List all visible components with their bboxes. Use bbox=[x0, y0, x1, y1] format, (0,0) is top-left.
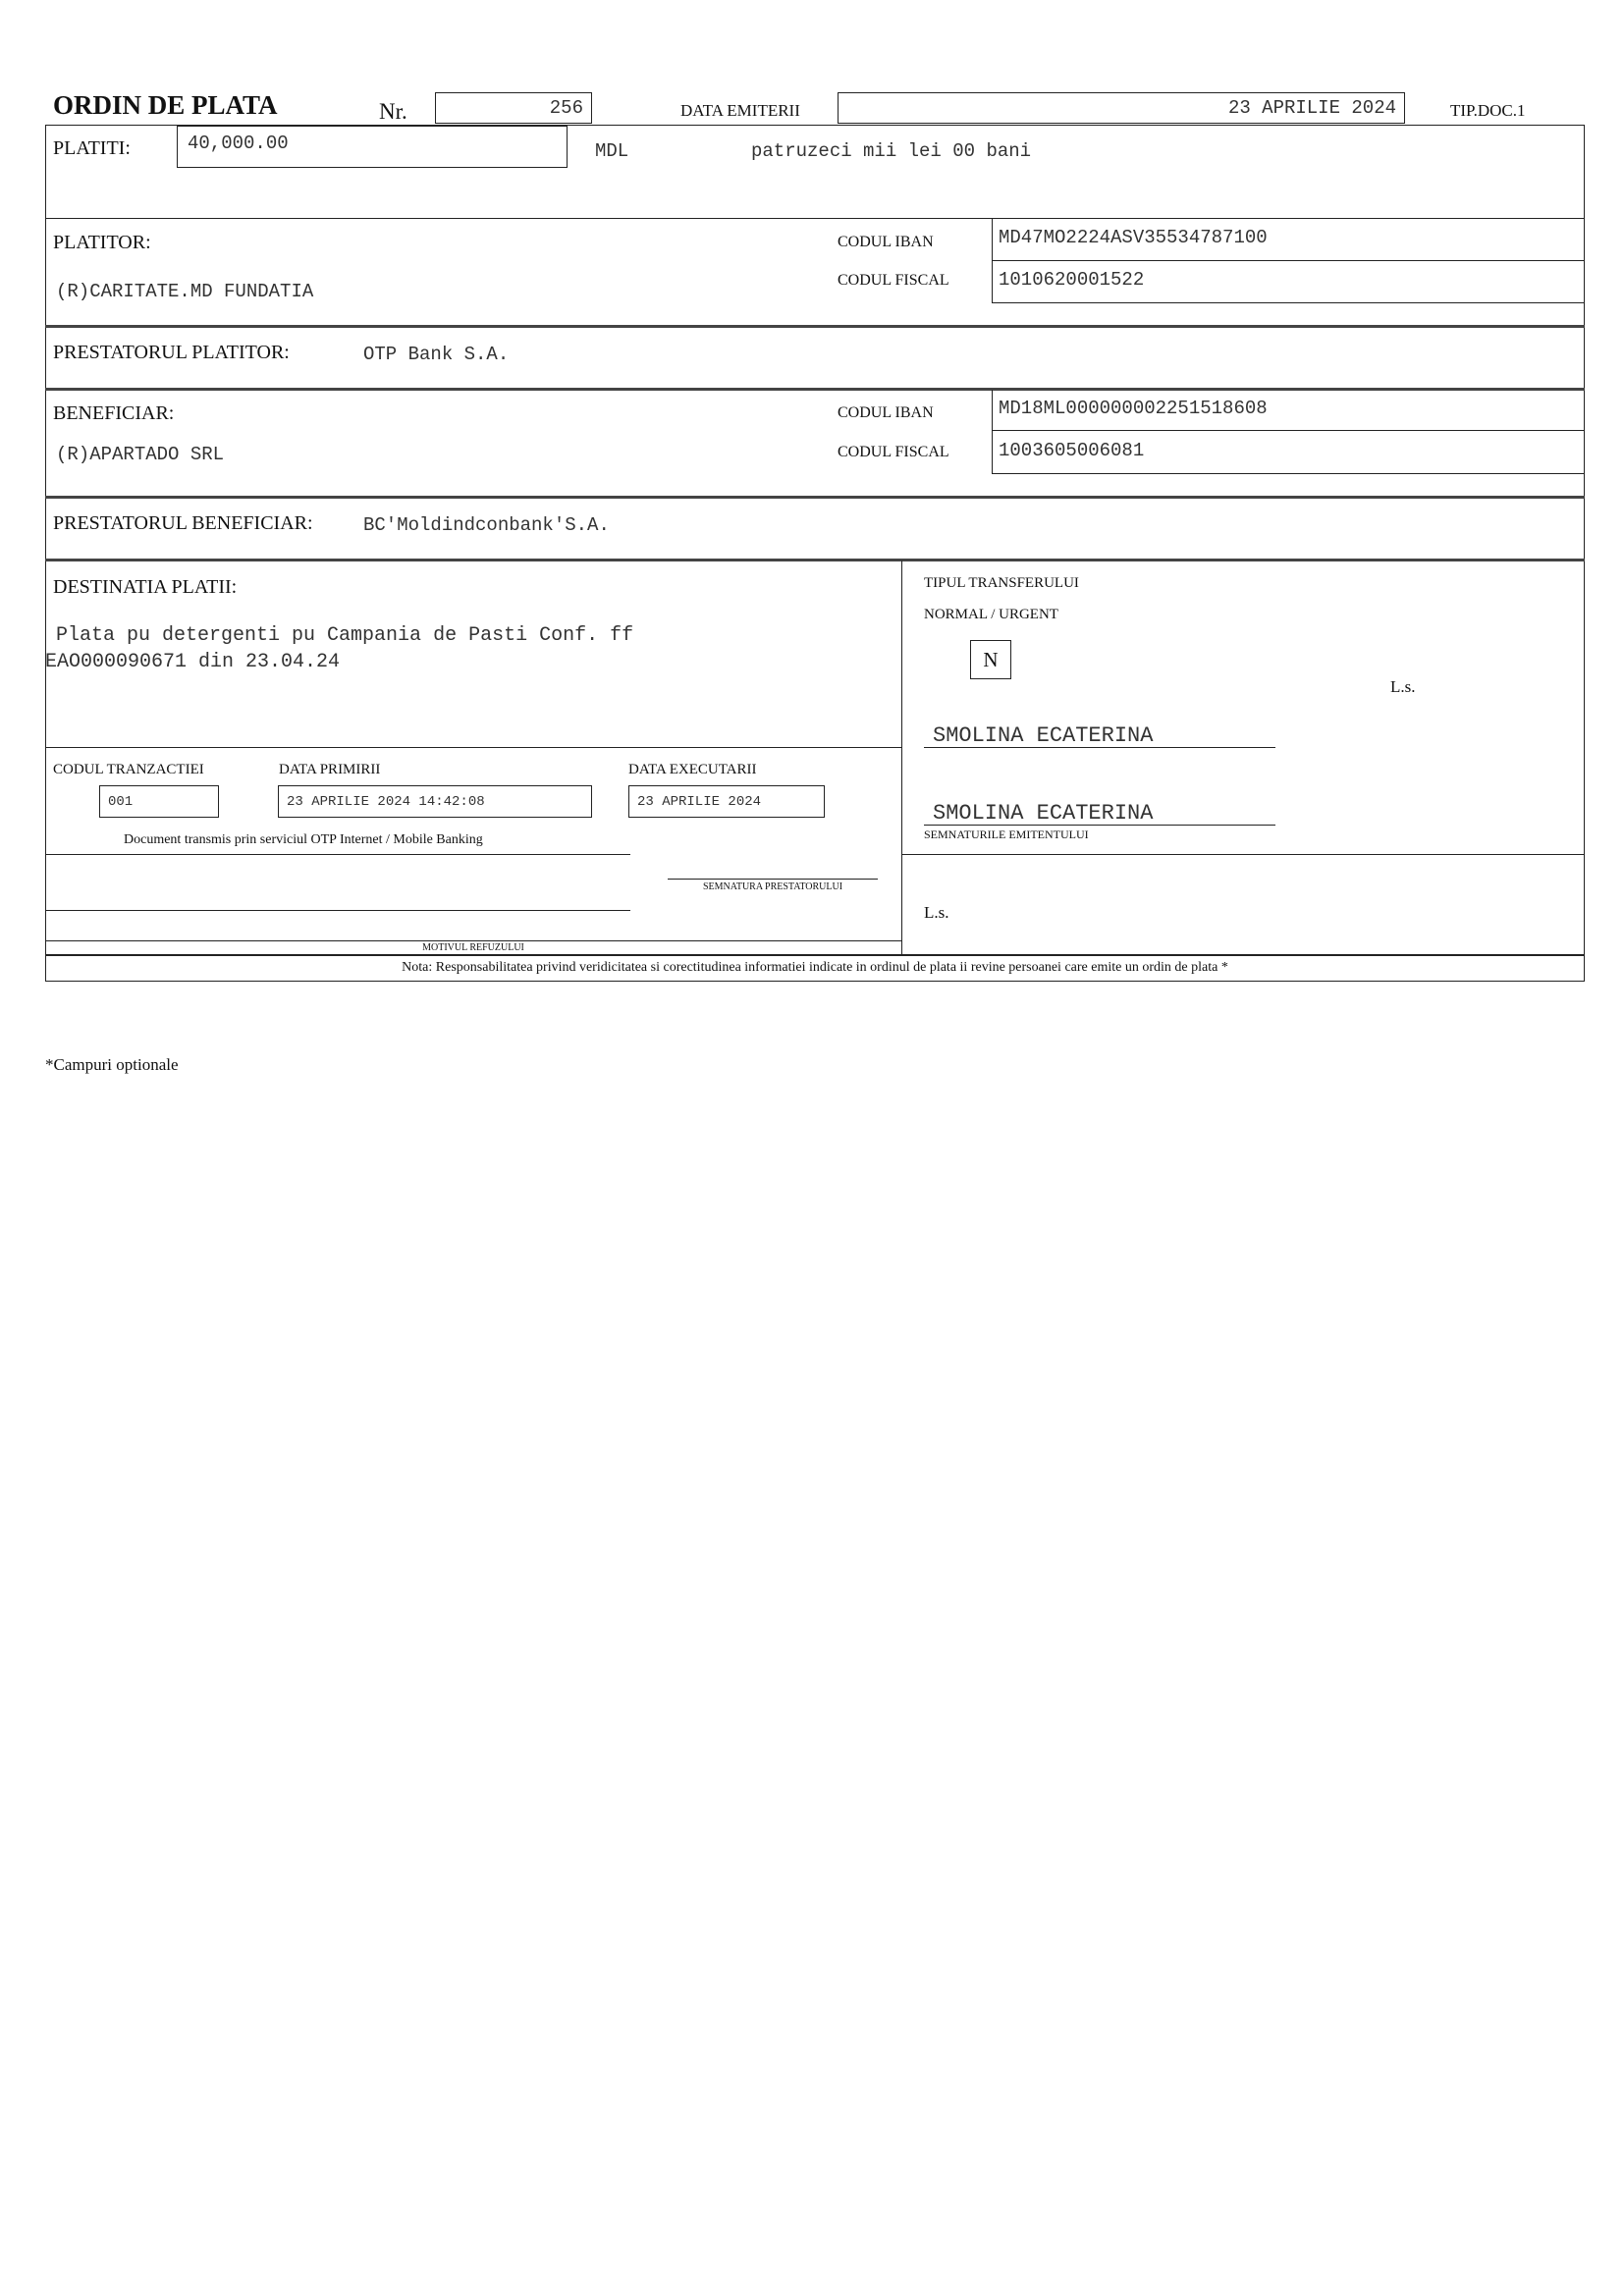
beneficiary-fiscal-value: 1003605006081 bbox=[999, 440, 1145, 461]
signer-2: SMOLINA ECATERINA bbox=[933, 801, 1154, 826]
executed-date-value: 23 APRILIE 2024 bbox=[637, 794, 762, 810]
executed-date-label: DATA EXECUTARII bbox=[628, 762, 757, 777]
nr-field bbox=[435, 92, 592, 124]
doc-type-label: TIP.DOC.1 bbox=[1450, 101, 1526, 120]
destination-vertical-divider bbox=[901, 561, 902, 955]
payer-code-mid bbox=[992, 260, 1585, 261]
transfer-type-value: N bbox=[983, 648, 999, 671]
beneficiary-iban-label: CODUL IBAN bbox=[838, 404, 934, 421]
beneficiary-label: BENEFICIAR: bbox=[53, 402, 175, 424]
divider-right-lower bbox=[901, 854, 1585, 855]
transfer-options-label: NORMAL / URGENT bbox=[924, 607, 1058, 622]
provider-signature-line bbox=[668, 879, 878, 880]
nr-value: 256 bbox=[549, 97, 583, 119]
divider-refusal-label bbox=[45, 940, 901, 941]
payer-label: PLATITOR: bbox=[53, 232, 151, 253]
received-date-field bbox=[278, 785, 592, 818]
beneficiary-code-divider bbox=[992, 390, 993, 473]
transfer-type-box bbox=[970, 640, 1011, 679]
divider-payer-bank-top bbox=[45, 325, 1585, 328]
transaction-code-label: CODUL TRANZACTIEI bbox=[53, 762, 204, 777]
divider-payer-top bbox=[45, 218, 1585, 219]
transmitted-note: Document transmis prin serviciul OTP Internet / Mobile Banking bbox=[124, 832, 483, 847]
payment-label: PLATITI: bbox=[53, 137, 131, 159]
payer-code-bottom bbox=[992, 302, 1585, 303]
beneficiary-iban-value: MD18ML000000002251518608 bbox=[999, 398, 1268, 419]
nota-box bbox=[45, 955, 1585, 982]
destination-line-2: EAO000090671 din 23.04.24 bbox=[45, 651, 341, 673]
issue-date-field bbox=[838, 92, 1405, 124]
divider-beneficiary-bank-top bbox=[45, 496, 1585, 499]
divider-transaction-top bbox=[45, 747, 901, 748]
beneficiary-fiscal-label: CODUL FISCAL bbox=[838, 444, 949, 460]
issue-date-value: 23 APRILIE 2024 bbox=[1227, 97, 1396, 119]
payer-fiscal-label: CODUL FISCAL bbox=[838, 272, 949, 289]
received-date-label: DATA PRIMIRII bbox=[279, 762, 381, 777]
payer-bank-label: PRESTATORUL PLATITOR: bbox=[53, 342, 290, 363]
signature-line-1 bbox=[924, 747, 1275, 748]
provider-signature-label: SEMNATURA PRESTATORULUI bbox=[702, 881, 843, 892]
executed-date-field bbox=[628, 785, 825, 818]
nota-text: Nota: Responsabilitatea privind veridicitatea si corectitudinea informatiei indicate in ordinul de plata ii revine persoanei care emite un ordin de plata * bbox=[402, 960, 1228, 975]
order-frame bbox=[45, 125, 1585, 955]
refusal-label: MOTIVUL REFUZULUI bbox=[422, 942, 524, 953]
payer-iban-label: CODUL IBAN bbox=[838, 234, 934, 250]
transaction-code-field bbox=[99, 785, 219, 818]
signature-line-2 bbox=[924, 825, 1275, 826]
refusal-line bbox=[45, 910, 630, 911]
destination-line-1: Plata pu detergenti pu Campania de Pasti Conf. ff bbox=[56, 624, 634, 647]
signatures-label: SEMNATURILE EMITENTULUI bbox=[924, 828, 1089, 841]
payer-name: (R)CARITATE.MD FUNDATIA bbox=[56, 281, 314, 302]
amount-value: 40,000.00 bbox=[188, 133, 289, 154]
beneficiary-bank-label: PRESTATORUL BENEFICIAR: bbox=[53, 512, 313, 534]
ls-stamp-top: L.s. bbox=[1390, 677, 1416, 696]
issue-date-label: DATA EMITERII bbox=[680, 101, 800, 120]
beneficiary-code-bottom bbox=[992, 473, 1585, 474]
amount-field bbox=[177, 126, 568, 168]
transaction-code-value: 001 bbox=[108, 794, 134, 810]
payer-iban-value: MD47MO2224ASV35534787100 bbox=[999, 227, 1268, 248]
amount-words: patruzeci mii lei 00 bani bbox=[751, 140, 1032, 162]
currency-value: MDL bbox=[595, 140, 629, 162]
document-title: ORDIN DE PLATA bbox=[53, 90, 278, 120]
transfer-type-label: TIPUL TRANSFERULUI bbox=[924, 575, 1079, 591]
beneficiary-code-mid bbox=[992, 430, 1585, 431]
divider-beneficiary-top bbox=[45, 388, 1585, 391]
destination-label: DESTINATIA PLATII: bbox=[53, 576, 238, 598]
payer-bank-value: OTP Bank S.A. bbox=[363, 344, 510, 365]
divider-destination-top bbox=[45, 559, 1585, 561]
received-date-value: 23 APRILIE 2024 14:42:08 bbox=[287, 794, 485, 810]
beneficiary-bank-value: BC'Moldindconbank'S.A. bbox=[363, 514, 610, 536]
ls-stamp-bottom: L.s. bbox=[924, 903, 949, 922]
beneficiary-name: (R)APARTADO SRL bbox=[56, 444, 225, 465]
payer-fiscal-value: 1010620001522 bbox=[999, 269, 1145, 291]
optional-fields-footnote: *Campuri optionale bbox=[45, 1055, 179, 1074]
divider-under-note bbox=[45, 854, 630, 855]
signer-1: SMOLINA ECATERINA bbox=[933, 723, 1154, 748]
nr-label: Nr. bbox=[379, 99, 407, 124]
